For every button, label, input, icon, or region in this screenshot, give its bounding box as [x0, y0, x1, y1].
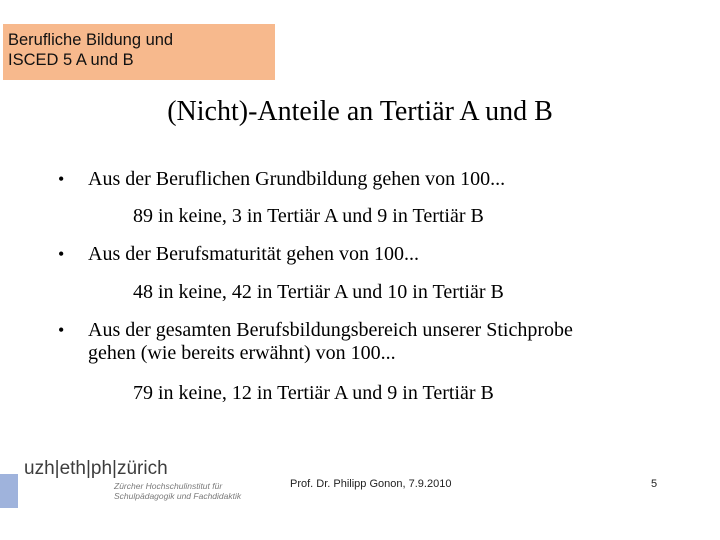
- bullet-sub-3: 79 in keine, 12 in Tertiär A und 9 in Tertiär B: [133, 382, 494, 404]
- institution-logo: uzh|eth|ph|zürich: [24, 458, 168, 479]
- logo-sub-line-1: Zürcher Hochschulinstitut für: [114, 481, 223, 491]
- bullet-text-3-line-2: gehen (wie bereits erwähnt) von 100...: [88, 342, 396, 364]
- footer-author: Prof. Dr. Philipp Gonon, 7.9.2010: [290, 478, 452, 490]
- logo-accent-strip: [0, 474, 18, 508]
- bullet-icon: •: [58, 320, 65, 340]
- logo-sub-line-2: Schulpädagogik und Fachdidaktik: [114, 491, 242, 501]
- page-number: 5: [651, 478, 658, 490]
- bullet-text-1: Aus der Beruflichen Grundbildung gehen von 100...: [88, 168, 506, 190]
- slide-title-text: (Nicht)-Anteile an Tertiär A und B: [167, 96, 553, 127]
- bullet-sub-2: 48 in keine, 42 in Tertiär A und 10 in Tertiär B: [133, 281, 504, 303]
- bullet-icon: •: [58, 244, 65, 264]
- topic-line-2: ISCED 5 A und B: [8, 51, 134, 69]
- institution-logo-subtitle: [114, 481, 241, 501]
- bullet-text-2: Aus der Berufsmaturität gehen von 100...: [88, 243, 420, 265]
- bullet-text-3-line-1: Aus der gesamten Berufsbildungsbereich unserer Stichprobe: [88, 319, 573, 341]
- topic-line-1: Berufliche Bildung und: [8, 31, 174, 49]
- slide-title: [0, 96, 720, 128]
- topic-box: [3, 24, 275, 80]
- bullet-sub-1: 89 in keine, 3 in Tertiär A und 9 in Tertiär B: [133, 205, 484, 227]
- bullet-icon: •: [58, 169, 65, 189]
